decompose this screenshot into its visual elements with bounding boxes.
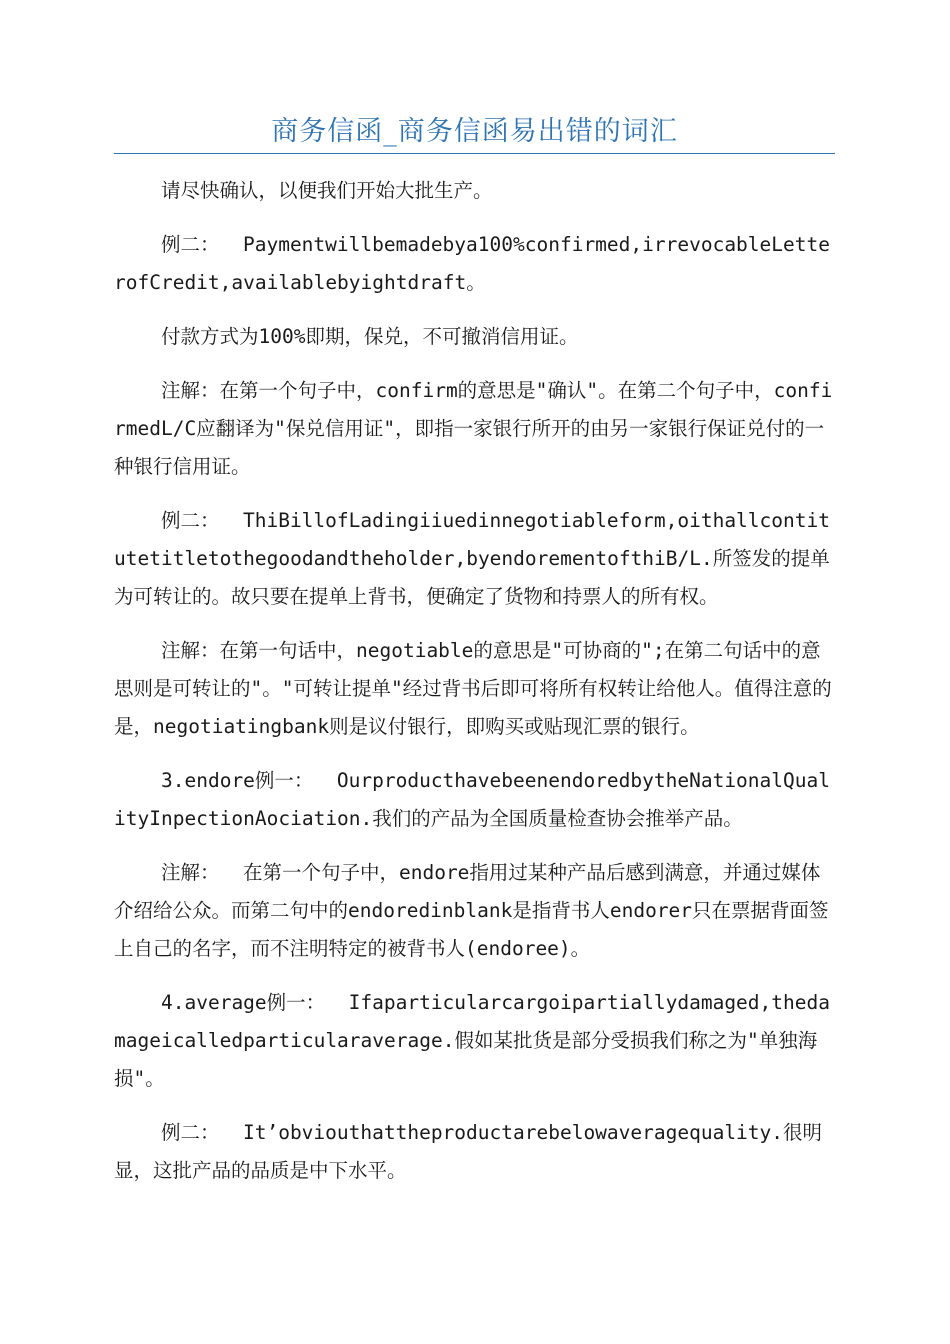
paragraph-3: 付款方式为100%即期，保兑，不可撤消信用证。 xyxy=(161,325,579,348)
paragraph-1: 请尽快确认，以便我们开始大批生产。 xyxy=(161,179,493,202)
title-underline xyxy=(114,153,835,154)
paragraph-10: 例二： It’obviouthattheproductarebelowaveragequality.很明显，这批产品的品质是中下水平。 xyxy=(114,1121,823,1182)
paragraph-2: 例二： Paymentwillbemadebya100%confirmed,irrevocableLetterofCredit,availablebyightdraft。 xyxy=(114,233,830,294)
document-body xyxy=(114,172,835,1206)
paragraph-4: 注解：在第一个句子中，confirm的意思是"确认"。在第二个句子中，confirmedL/C应翻译为"保兑信用证"，即指一家银行所开的由另一家银行保证兑付的一种银行信用证。 xyxy=(114,379,833,478)
page-title: 商务信函_商务信函易出错的词汇 xyxy=(271,116,678,147)
paragraph-5: 例二： ThiBillofLadingiiuedinnegotiableform,oithallcontitutetitletothegoodandtheholder,byendorementofthiB/L.所签发的提单为可转让的。故只要在提单上背书，便确定了货物和持票人的所有权。 xyxy=(114,509,830,608)
paragraph-6: 注解：在第一句话中，negotiable的意思是"可协商的";在第二句话中的意思则是可转让的"。"可转让提单"经过背书后即可将所有权转让给他人。值得注意的是，negotiatingbank则是议付银行，即购买或贴现汇票的银行。 xyxy=(114,639,832,738)
paragraph-7: 3.endore例一： OurproducthavebeenendoredbytheNationalQualityInpectionAociation.我们的产品为全国质量检查协会推举产品。 xyxy=(114,769,830,830)
paragraph-9: 4.average例一： Ifaparticularcargoipartiallydamaged,thedamageicalledparticularaverage.假如某批货是部分受损我们称之为"单独海损"。 xyxy=(114,991,830,1090)
paragraph-8: 注解： 在第一个句子中，endore指用过某种产品后感到满意，并通过媒体介绍给公众。而第二句中的endoredinblank是指背书人endorer只在票据背面签上自己的名字，而不注明特定的被背书人(endoree)。 xyxy=(114,861,829,960)
